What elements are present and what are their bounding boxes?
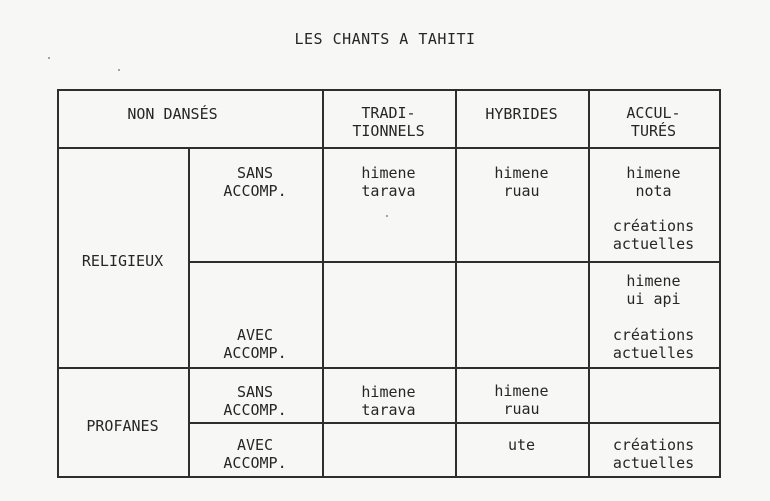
profanes-avec-hyb: ute	[507, 436, 536, 454]
religieux-sans-label: SANS ACCOMP.	[223, 164, 287, 200]
scan-speck	[386, 215, 388, 217]
scan-speck	[48, 57, 50, 59]
table-border-bottom	[57, 476, 721, 478]
profanes-sans-trad: himene tarava	[361, 383, 416, 419]
header-bottom-rule	[57, 147, 721, 149]
religieux-avec-acc-2: créations actuelles	[612, 326, 695, 362]
religieux-sans-trad: himene tarava	[361, 164, 416, 200]
header-traditionnels: TRADI- TIONNELS	[352, 104, 425, 140]
profanes-sans-hyb: himene ruau	[494, 382, 549, 418]
chants-table	[57, 89, 721, 478]
header-hybrides: HYBRIDES	[485, 105, 558, 123]
trad-column-rule	[322, 89, 324, 478]
table-border-right	[719, 89, 721, 478]
table-border-top	[57, 89, 721, 91]
group-split-rule	[57, 367, 721, 369]
header-accultures: ACCUL- TURÉS	[626, 104, 681, 140]
group-profanes: PROFANES	[86, 417, 159, 435]
religieux-sans-hyb: himene ruau	[494, 164, 549, 200]
group-religieux: RELIGIEUX	[81, 252, 164, 270]
profanes-avec-label: AVEC ACCOMP.	[223, 436, 287, 472]
hyb-column-rule	[455, 89, 457, 478]
page-title: LES CHANTS A TAHITI	[294, 30, 476, 48]
religieux-avec-label: AVEC ACCOMP.	[223, 326, 287, 362]
profanes-avec-acc: créations actuelles	[612, 436, 695, 472]
profanes-sans-label: SANS ACCOMP.	[223, 383, 287, 419]
religieux-sans-acc-1: himene nota	[626, 164, 681, 200]
scan-speck	[118, 69, 120, 71]
religieux-avec-acc-1: himene ui api	[626, 272, 681, 308]
header-non-danses: NON DANSÉS	[127, 105, 218, 123]
religieux-sans-acc-2: créations actuelles	[612, 217, 695, 253]
